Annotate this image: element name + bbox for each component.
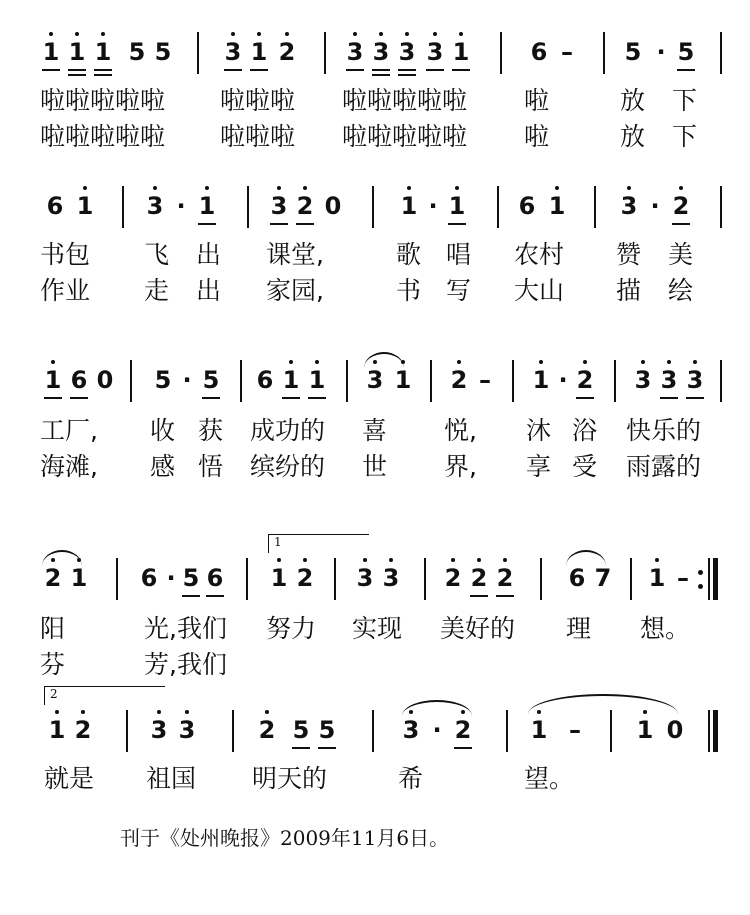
system-row-5 — [0, 687, 750, 800]
lyric: 成功的 — [250, 416, 326, 445]
barline — [540, 558, 542, 600]
note: 3 — [268, 192, 290, 220]
note: 3 — [144, 192, 166, 220]
note: 1 — [268, 564, 290, 592]
lyric-verse-2 — [0, 120, 750, 154]
lyric: 啦啦啦啦啦 — [342, 122, 468, 151]
system-row-3 — [0, 350, 750, 490]
barline — [630, 558, 632, 600]
dash: – — [479, 366, 491, 394]
lyric: 放 — [620, 122, 646, 151]
notation-row — [0, 22, 750, 82]
repeat-barline — [708, 558, 710, 600]
final-barline — [708, 710, 710, 752]
note: 3 — [684, 366, 706, 394]
lyric: 沐 — [526, 416, 552, 445]
barline — [512, 360, 514, 402]
barline — [500, 32, 502, 74]
lyric: 雨露的 — [626, 452, 702, 481]
barline — [247, 186, 249, 228]
note: 2 — [442, 564, 464, 592]
lyric: 啦啦啦啦啦 — [40, 122, 166, 151]
note: 5 — [180, 564, 202, 592]
lyric: 啦啦啦啦啦 — [342, 86, 468, 115]
barline — [324, 32, 326, 74]
lyric: 书 — [396, 276, 422, 305]
lyric: 美好的 — [440, 614, 516, 643]
note: 6 — [256, 366, 274, 394]
system-row-4 — [0, 535, 750, 688]
volta-number: 1 — [274, 535, 282, 549]
note: 1 — [392, 366, 414, 394]
barline — [122, 186, 124, 228]
barline — [126, 710, 128, 752]
dash: – — [561, 38, 573, 66]
lyric-verse-2 — [0, 648, 750, 682]
note: 6 — [140, 564, 158, 592]
barline — [346, 360, 348, 402]
barline — [430, 360, 432, 402]
note: 7 — [594, 564, 612, 592]
barline — [130, 360, 132, 402]
note: 3 — [364, 366, 386, 394]
lyric: 出 — [196, 240, 222, 269]
publication-caption: 刊于《处州晚报》2009年11月6日。 — [120, 826, 450, 850]
note: 1 — [528, 716, 550, 744]
note: 3 — [370, 38, 392, 66]
system-row-2 — [0, 176, 750, 316]
lyric: 光,我们 — [144, 614, 227, 643]
barline — [614, 360, 616, 402]
note: 3 — [344, 38, 366, 66]
note: 3 — [424, 38, 446, 66]
note: 1 — [248, 38, 270, 66]
dot: · — [558, 366, 568, 394]
lyric: 海滩, — [40, 452, 98, 481]
note: 1 — [92, 38, 114, 66]
dot: · — [432, 716, 442, 744]
repeat-end-dots — [698, 570, 703, 590]
lyric: 放 — [620, 86, 646, 115]
barline — [240, 360, 242, 402]
barline — [372, 186, 374, 228]
barline — [246, 558, 248, 600]
note: 5 — [290, 716, 312, 744]
lyric: 描 — [616, 276, 642, 305]
note: 2 — [670, 192, 692, 220]
note: 2 — [448, 366, 470, 394]
lyric: 农村 — [514, 240, 565, 269]
lyric-verse-1 — [0, 238, 750, 272]
barline — [720, 360, 722, 402]
lyric: 歌 — [396, 240, 422, 269]
lyric: 课堂, — [266, 240, 324, 269]
lyric: 书包 — [40, 240, 91, 269]
lyric: 赞 — [616, 240, 642, 269]
note: 2 — [72, 716, 94, 744]
lyric: 芬 — [40, 650, 66, 679]
note: 3 — [396, 38, 418, 66]
notation-row — [0, 548, 750, 608]
lyric: 望。 — [524, 764, 575, 793]
barline — [594, 186, 596, 228]
barline — [232, 710, 234, 752]
notation-row — [0, 350, 750, 410]
lyric: 美 — [668, 240, 694, 269]
lyric: 下 — [672, 86, 698, 115]
lyric: 希 — [398, 764, 424, 793]
note: 2 — [294, 564, 316, 592]
lyric: 飞 — [144, 240, 170, 269]
lyric: 喜 — [362, 416, 388, 445]
note: 0 — [666, 716, 684, 744]
note: 5 — [675, 38, 697, 66]
note: 6 — [518, 192, 536, 220]
note: 6 — [204, 564, 226, 592]
note: 5 — [154, 366, 172, 394]
note: 3 — [176, 716, 198, 744]
lyric-verse-1 — [0, 762, 750, 796]
lyric: 收 — [150, 416, 176, 445]
note: 1 — [446, 192, 468, 220]
lyric: 享 — [526, 452, 552, 481]
note: 0 — [324, 192, 342, 220]
barline — [116, 558, 118, 600]
dot: · — [428, 192, 438, 220]
lyric: 浴 — [572, 416, 598, 445]
lyric: 阳 — [40, 614, 66, 643]
note: 3 — [380, 564, 402, 592]
note: 0 — [96, 366, 114, 394]
note: 3 — [400, 716, 422, 744]
dash: – — [569, 716, 581, 744]
note: 3 — [632, 366, 654, 394]
note: 2 — [256, 716, 278, 744]
lyric: 家园, — [266, 276, 324, 305]
dot: · — [656, 38, 666, 66]
lyric: 实现 — [352, 614, 403, 643]
lyric: 悟 — [198, 452, 224, 481]
lyric: 感 — [150, 452, 176, 481]
note: 2 — [276, 38, 298, 66]
lyric: 大山 — [514, 276, 565, 305]
system-row-1 — [0, 22, 750, 162]
lyric: 世 — [362, 452, 388, 481]
note: 1 — [634, 716, 656, 744]
note: 2 — [294, 192, 316, 220]
note: 1 — [46, 716, 68, 744]
lyric: 明天的 — [252, 764, 328, 793]
note: 6 — [568, 564, 586, 592]
note: 1 — [280, 366, 302, 394]
lyric: 下 — [672, 122, 698, 151]
lyric: 祖国 — [146, 764, 197, 793]
note: 1 — [398, 192, 420, 220]
lyric: 芳,我们 — [144, 650, 227, 679]
barline — [334, 558, 336, 600]
lyric-verse-1 — [0, 84, 750, 118]
note: 2 — [574, 366, 596, 394]
note: 5 — [624, 38, 642, 66]
dot: · — [650, 192, 660, 220]
note: 3 — [222, 38, 244, 66]
note: 3 — [354, 564, 376, 592]
note: 2 — [42, 564, 64, 592]
lyric-verse-2 — [0, 450, 750, 484]
notation-row — [0, 700, 750, 760]
note: 3 — [618, 192, 640, 220]
lyric: 走 — [144, 276, 170, 305]
note: 6 — [46, 192, 64, 220]
note: 1 — [306, 366, 328, 394]
barline — [197, 32, 199, 74]
lyric: 唱 — [446, 240, 472, 269]
note: 1 — [530, 366, 552, 394]
lyric: 写 — [446, 276, 472, 305]
note: 3 — [658, 366, 680, 394]
barline — [372, 710, 374, 752]
lyric: 获 — [198, 416, 224, 445]
lyric: 悦, — [444, 416, 477, 445]
barline — [603, 32, 605, 74]
lyric: 理 — [566, 614, 592, 643]
lyric: 界, — [444, 452, 477, 481]
lyric-verse-1 — [0, 414, 750, 448]
lyric: 啦啦啦 — [220, 86, 296, 115]
note: 2 — [494, 564, 516, 592]
lyric: 受 — [572, 452, 598, 481]
note: 2 — [452, 716, 474, 744]
note: 2 — [468, 564, 490, 592]
lyric: 作业 — [40, 276, 91, 305]
barline — [610, 710, 612, 752]
barline — [720, 186, 722, 228]
note: 1 — [196, 192, 218, 220]
volta-number: 2 — [50, 687, 58, 701]
lyric: 啦 — [524, 122, 550, 151]
note: 1 — [450, 38, 472, 66]
note: 1 — [42, 366, 64, 394]
note: 1 — [74, 192, 96, 220]
lyric: 就是 — [44, 764, 95, 793]
barline — [497, 186, 499, 228]
dot: · — [182, 366, 192, 394]
barline — [424, 558, 426, 600]
note: 1 — [40, 38, 62, 66]
lyric: 工厂, — [40, 416, 98, 445]
lyric: 想。 — [640, 614, 691, 643]
barline — [506, 710, 508, 752]
dash: – — [677, 564, 689, 592]
lyric: 努力 — [266, 614, 317, 643]
lyric: 啦啦啦啦啦 — [40, 86, 166, 115]
lyric: 绘 — [668, 276, 694, 305]
lyric-verse-2 — [0, 274, 750, 308]
note: 5 — [154, 38, 172, 66]
note: 3 — [148, 716, 170, 744]
lyric: 出 — [196, 276, 222, 305]
note: 5 — [128, 38, 146, 66]
note: 5 — [316, 716, 338, 744]
barline — [720, 32, 722, 74]
note: 6 — [68, 366, 90, 394]
dot: · — [166, 564, 176, 592]
lyric: 啦啦啦 — [220, 122, 296, 151]
note: 1 — [546, 192, 568, 220]
note: 5 — [200, 366, 222, 394]
lyric: 啦 — [524, 86, 550, 115]
lyric: 快乐的 — [626, 416, 702, 445]
note: 1 — [68, 564, 90, 592]
dot: · — [176, 192, 186, 220]
lyric-verse-1 — [0, 612, 750, 646]
notation-row — [0, 176, 750, 236]
note: 1 — [66, 38, 88, 66]
note: 6 — [530, 38, 548, 66]
note: 1 — [646, 564, 668, 592]
lyric: 缤纷的 — [250, 452, 326, 481]
